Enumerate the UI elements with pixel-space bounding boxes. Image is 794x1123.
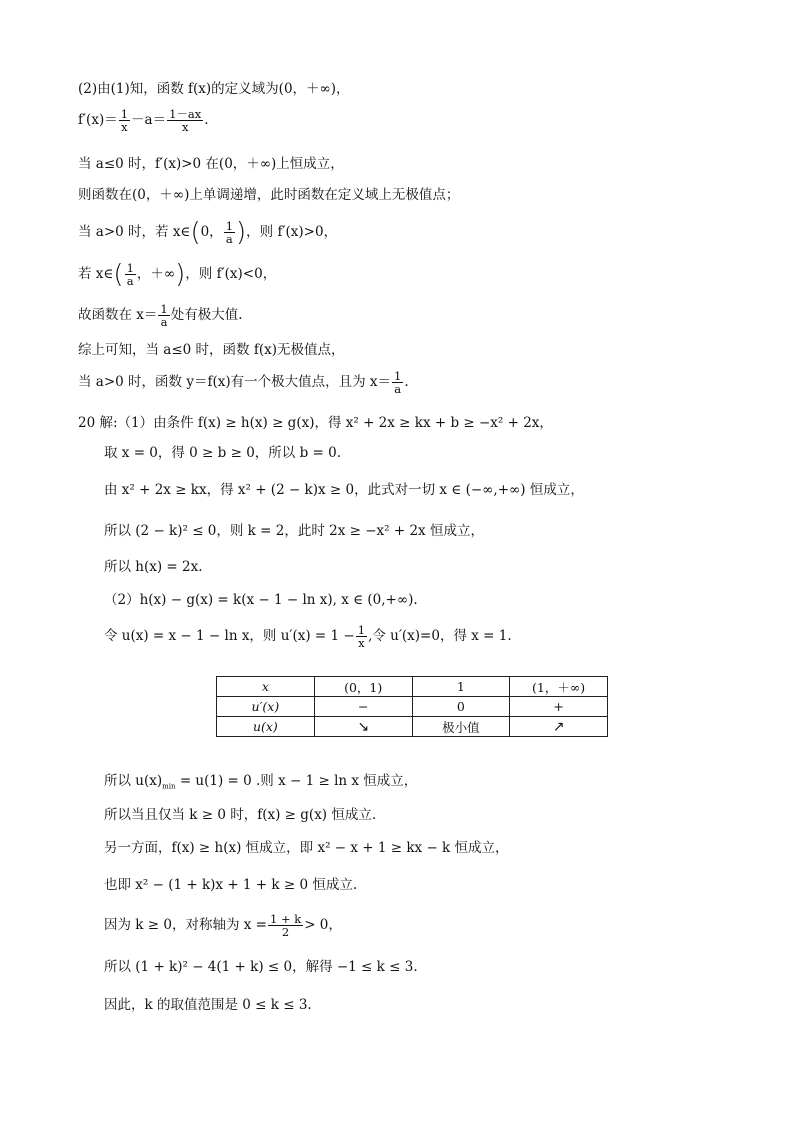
table-cell: u(x) (217, 717, 315, 737)
fraction-denominator: x (121, 120, 128, 134)
q20-line-3: 由 x² + 2x ≥ kx，得 x² + (2 − k)x ≥ 0，此式对一切 x ∈ (−∞,+∞) 恒成立， (104, 482, 584, 498)
text: 令 u(x) = x − 1 − ln x，则 u′(x) = 1 − (104, 628, 355, 644)
q19-line-case1: 当 a≤0 时，f′(x)>0 在(0，＋∞)上恒成立， (78, 156, 344, 172)
q19-line-domain: (2)由(1)知，函数 f(x)的定义域为(0，＋∞)， (78, 81, 350, 97)
fraction (119, 108, 130, 133)
table-cell: (1，＋∞) (510, 677, 608, 697)
fraction-numerator: 1 (160, 302, 168, 316)
q19-line-case2-a (78, 217, 338, 248)
text: 0， (200, 224, 223, 240)
text: . (404, 374, 409, 390)
q20-line-8 (104, 772, 417, 796)
q20-line-7 (104, 624, 512, 649)
table-cell: 1 (412, 677, 510, 697)
fraction-numerator: 1 (120, 107, 129, 121)
fraction-numerator: 1 (225, 219, 234, 233)
table-cell: u′(x) (217, 697, 315, 717)
q20-line-1: 20 解:（1）由条件 f(x) ≥ h(x) ≥ g(x)，得 x² + 2x ≥ kx + b ≥ −x² + 2x， (78, 415, 553, 431)
fraction-denominator: 2 (281, 925, 290, 939)
fraction-denominator: a (160, 315, 168, 329)
table-cell: 0 (412, 697, 510, 717)
text: . (204, 112, 209, 128)
q19-line-summary2 (78, 370, 409, 395)
fraction-denominator: a (225, 232, 233, 246)
text: ，＋∞ (136, 266, 176, 282)
monotonicity-table (216, 676, 608, 737)
fraction-denominator: x (358, 636, 365, 650)
fraction-numerator: 1 (126, 261, 134, 275)
q20-line-13: 所以 (1 + k)² − 4(1 + k) ≤ 0，解得 −1 ≤ k ≤ 3. (104, 959, 418, 975)
right-paren: ) (175, 259, 186, 290)
q20-line-5: 所以 h(x) = 2x. (104, 559, 203, 575)
text: ，则 f′(x)>0， (246, 224, 338, 240)
fraction (268, 913, 303, 938)
q19-line-case2-b (78, 259, 277, 290)
fraction-numerator: 1 (394, 369, 402, 383)
fraction-denominator: a (126, 274, 134, 288)
left-paren: ( (190, 217, 201, 248)
q19-line-summary1: 综上可知，当 a≤0 时，函数 f(x)无极值点， (78, 342, 345, 358)
increasing-arrow-icon: ↗ (510, 717, 608, 737)
fraction-numerator: 1 + k (269, 912, 302, 926)
text: 处有极大值. (170, 307, 243, 323)
table-row (217, 697, 608, 717)
table-cell: 极小值 (412, 717, 510, 737)
text: 当 a>0 时，若 x∈ (78, 224, 191, 240)
q20-line-14: 因此，k 的取值范围是 0 ≤ k ≤ 3. (104, 997, 312, 1013)
q20-line-4: 所以 (2 − k)² ≤ 0，则 k = 2，此时 2x ≥ −x² + 2x 恒成立， (104, 523, 484, 539)
text: 当 a>0 时，函数 y＝f(x)有一个极大值点，且为 x＝ (78, 374, 391, 390)
table-row (217, 717, 608, 737)
q19-line-case1-conclusion: 则函数在(0，＋∞)上单调递增，此时函数在定义域上无极值点； (78, 187, 460, 203)
q20-line-12 (104, 913, 342, 938)
q19-line-maximum (78, 303, 243, 328)
q20-line-10: 另一方面，f(x) ≥ h(x) 恒成立，即 x² − x + 1 ≥ kx − k 恒成立， (104, 840, 509, 856)
table-cell: x (217, 677, 315, 697)
text: 故函数在 x＝ (78, 307, 158, 323)
q20-line-9: 所以当且仅当 k ≥ 0 时，f(x) ≥ g(x) 恒成立. (104, 807, 377, 823)
fraction (224, 220, 235, 245)
fraction (356, 624, 367, 649)
fraction (392, 370, 403, 395)
fraction-denominator: x (181, 120, 189, 134)
q20-line-11: 也即 x² − (1 + k)x + 1 + k ≥ 0 恒成立. (104, 877, 358, 893)
text: > 0， (304, 917, 342, 933)
table-row (217, 677, 608, 697)
left-paren: ( (113, 259, 124, 290)
table-cell: − (314, 697, 412, 717)
fraction (125, 262, 136, 287)
fraction-denominator: a (394, 382, 402, 396)
text: f′(x)＝ (78, 112, 118, 128)
right-paren: ) (236, 217, 247, 248)
decreasing-arrow-icon: ↘ (314, 717, 412, 737)
fraction-numerator: 1 (357, 623, 366, 637)
text: 若 x∈ (78, 266, 114, 282)
table-cell: (0，1) (314, 677, 412, 697)
text: ,令 u′(x)=0，得 x = 1. (368, 628, 512, 644)
text: ，则 f′(x)<0， (185, 266, 277, 282)
text: －a＝ (131, 112, 167, 128)
q19-line-derivative (78, 108, 209, 133)
table-cell: + (510, 697, 608, 717)
q20-line-6: （2）h(x) − g(x) = k(x − 1 − ln x), x ∈ (0,+∞). (104, 592, 418, 608)
subscript: min (162, 782, 176, 791)
text: = u(1) = 0 .则 x − 1 ≥ ln x 恒成立， (175, 773, 418, 789)
text: 所以 u(x) (104, 773, 163, 789)
q20-line-2: 取 x = 0，得 0 ≥ b ≥ 0，所以 b = 0. (104, 445, 341, 461)
fraction (158, 303, 169, 328)
text: 因为 k ≥ 0，对称轴为 x = (104, 917, 267, 933)
fraction-numerator: 1－ax (169, 107, 202, 121)
fraction (167, 108, 203, 133)
